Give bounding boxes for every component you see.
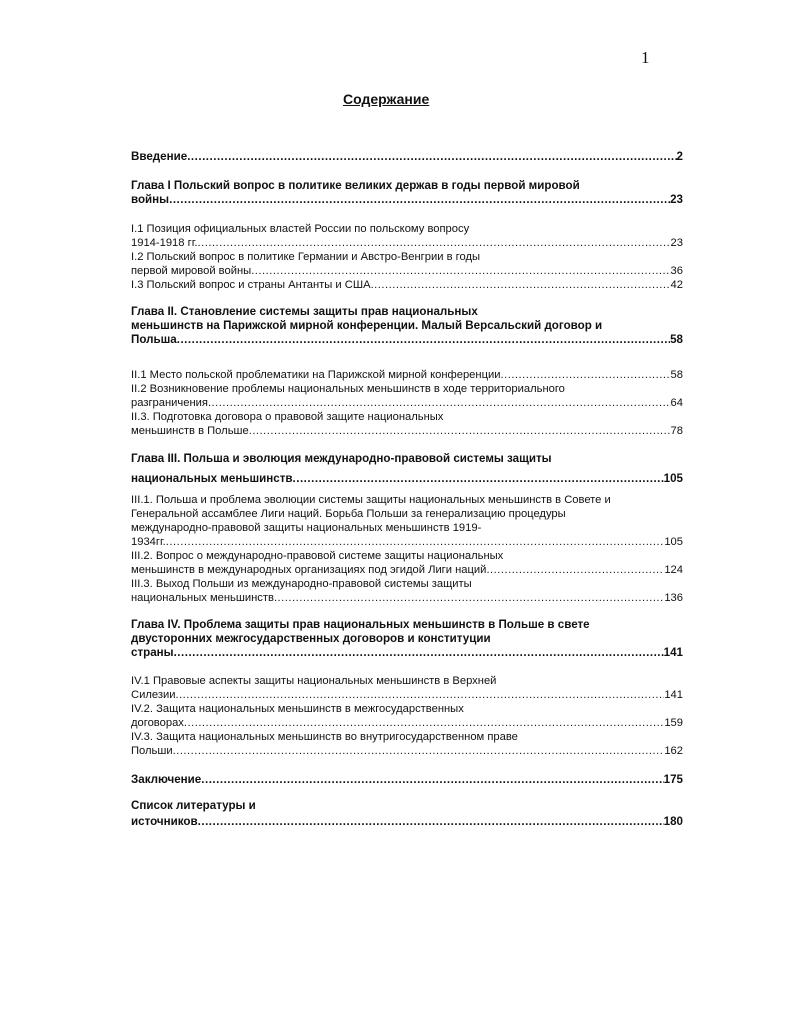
toc-entry-text: II.3. Подготовка договора о правовой защите национальных	[131, 411, 444, 423]
toc-entry-page: 162	[664, 745, 683, 757]
toc-entry-text: Генеральной ассамблее Лиги наций. Борьба Польши за генерализацию процедуры	[131, 508, 566, 520]
toc-entry-text: международно-правовой защиты национальных меньшинств 1919-	[131, 522, 482, 534]
toc-entry-text: меньшинств на Парижской мирной конференции. Малый Версальский договор и	[131, 319, 603, 332]
toc-entry-text: разграничения	[131, 397, 208, 409]
toc-entry	[131, 632, 683, 646]
toc-entry-text: I.2 Польский вопрос в политике Германии и Австро-Венгрии в годы	[131, 251, 481, 263]
toc-entry	[131, 799, 683, 813]
dot-leader	[501, 368, 671, 382]
dot-leader	[173, 744, 665, 758]
toc-entry-text: Введение	[131, 150, 188, 163]
toc-entry	[131, 549, 683, 563]
toc-entry-text: национальных меньшинств	[131, 592, 274, 604]
toc-entry-text: II.1 Место польской проблематики на Парижской мирной конференции	[131, 369, 501, 381]
toc-entry	[131, 382, 683, 396]
toc-entry-page: 124	[664, 564, 683, 576]
toc-entry	[131, 179, 683, 193]
toc-entry-text: войны	[131, 193, 170, 206]
dot-leader	[486, 563, 664, 577]
toc-entry	[131, 222, 683, 236]
toc-entry-page: 175	[663, 773, 683, 786]
dot-leader	[166, 535, 665, 549]
toc-entry	[131, 577, 683, 591]
toc-entry	[131, 563, 683, 577]
toc-entry	[131, 815, 683, 829]
toc-entry-text: III.2. Вопрос о международно-правовой системе защиты национальных	[131, 550, 504, 562]
toc-entry	[131, 150, 683, 164]
toc-entry	[131, 521, 683, 535]
dot-leader	[371, 278, 671, 292]
toc-entry-page: 141	[663, 646, 683, 659]
dot-leader	[184, 716, 664, 730]
toc-entry-text: Список литературы и	[131, 799, 256, 812]
toc-entry	[131, 333, 683, 347]
dot-leader	[198, 236, 671, 250]
toc-entry-text: Глава II. Становление системы защиты прав национальных	[131, 305, 478, 318]
toc-entry-text: меньшинств в международных организациях под эгидой Лиги наций	[131, 564, 487, 576]
toc-entry	[131, 493, 683, 507]
toc-entry-text: I.3 Польский вопрос и страны Антанты и США	[131, 279, 371, 291]
toc-entry	[131, 319, 683, 333]
toc-entry-page: 23	[670, 193, 683, 206]
page-number: 1	[641, 48, 650, 67]
toc-entry	[131, 688, 683, 702]
toc-entry	[131, 618, 683, 632]
toc-entry-page: 136	[664, 592, 683, 604]
toc-entry	[131, 250, 683, 264]
dot-leader	[174, 646, 664, 660]
toc-entry-text: IV.3. Защита национальных меньшинств во внутригосударственном праве	[131, 731, 518, 743]
toc-entry	[131, 773, 683, 787]
toc-entry	[131, 507, 683, 521]
toc-entry-page: 58	[670, 369, 683, 381]
toc-entry	[131, 396, 683, 410]
toc-entry-text: I.1 Позиция официальных властей России по польскому вопросу	[131, 223, 470, 235]
toc-entry-page: 180	[663, 815, 683, 828]
toc-entry	[131, 744, 683, 758]
toc-entry-page: 36	[670, 265, 683, 277]
dot-leader	[208, 396, 671, 410]
toc-entry	[131, 305, 683, 319]
dot-leader	[201, 773, 663, 787]
toc-entry-text: Польши	[131, 745, 173, 757]
toc-entry-text: III.3. Выход Польши из международно-правовой системы защиты	[131, 578, 472, 590]
toc-entry-text: 1914-1918 гг.	[131, 237, 198, 249]
toc-entry	[131, 646, 683, 660]
toc-entry-text: Глава III. Польша и эволюция международно-правовой системы защиты	[131, 452, 552, 465]
toc-entry-text: IV.1 Правовые аспекты защиты национальных меньшинств в Верхней	[131, 675, 497, 687]
dot-leader	[169, 193, 670, 207]
dot-leader	[187, 150, 676, 164]
toc-entry	[131, 264, 683, 278]
toc-entry-text: источников	[131, 815, 198, 828]
toc-entry-page: 78	[670, 425, 683, 437]
toc-entry-page: 105	[664, 536, 683, 548]
toc-entry-page: 159	[664, 717, 683, 729]
toc-entry	[131, 716, 683, 730]
toc-entry-text: Глава IV. Проблема защиты прав национальных меньшинств в Польше в свете	[131, 618, 590, 631]
toc-title: Содержание	[343, 91, 430, 107]
toc-entry-text: Силезии	[131, 689, 176, 701]
toc-entry-page: 64	[670, 397, 683, 409]
toc-entry	[131, 591, 683, 605]
toc-entry-text: двусторонних межгосударственных договоров и конституции	[131, 632, 491, 645]
dot-leader	[177, 333, 670, 347]
toc-entry-page: 58	[670, 333, 683, 346]
toc-entry	[131, 452, 683, 466]
dot-leader	[274, 591, 664, 605]
toc-entry	[131, 674, 683, 688]
dot-leader	[251, 264, 670, 278]
dot-leader	[175, 688, 664, 702]
toc-entry-text: Глава I Польский вопрос в политике великих держав в годы первой мировой	[131, 179, 580, 192]
toc-entry	[131, 424, 683, 438]
toc-entry-text: II.2 Возникновение проблемы национальных меньшинств в ходе территориального	[131, 383, 565, 395]
toc-entry-text: III.1. Польша и проблема эволюции системы защиты национальных меньшинств в Совете и	[131, 494, 611, 506]
toc-entry-text: IV.2. Защита национальных меньшинств в межгосударственных	[131, 703, 464, 715]
toc-entry	[131, 472, 683, 486]
toc-entry-text: первой мировой войны	[131, 265, 252, 277]
toc-entry-text: 1934гг.	[131, 536, 166, 548]
toc-entry	[131, 236, 683, 250]
dot-leader	[249, 424, 671, 438]
toc-entry	[131, 730, 683, 744]
dot-leader	[198, 815, 664, 829]
toc-entry	[131, 410, 683, 424]
toc-entry	[131, 702, 683, 716]
toc-entry-text: Заключение	[131, 773, 202, 786]
toc-entry	[131, 278, 683, 292]
toc-entry-page: 23	[670, 237, 683, 249]
toc-entry-page: 141	[664, 689, 683, 701]
dot-leader	[293, 472, 664, 486]
toc-entry-page: 105	[663, 472, 683, 485]
toc-entry	[131, 535, 683, 549]
toc-entry-text: договорах	[131, 717, 184, 729]
toc-entry-text: национальных меньшинств	[131, 472, 293, 485]
toc-entry-text: страны	[131, 646, 174, 659]
toc-entry	[131, 193, 683, 207]
toc-entry-text: меньшинств в Польше	[131, 425, 249, 437]
toc-entry-page: 2	[676, 150, 683, 163]
toc-entry-page: 42	[670, 279, 683, 291]
toc-entry	[131, 368, 683, 382]
toc-entry-text: Польша	[131, 333, 177, 346]
